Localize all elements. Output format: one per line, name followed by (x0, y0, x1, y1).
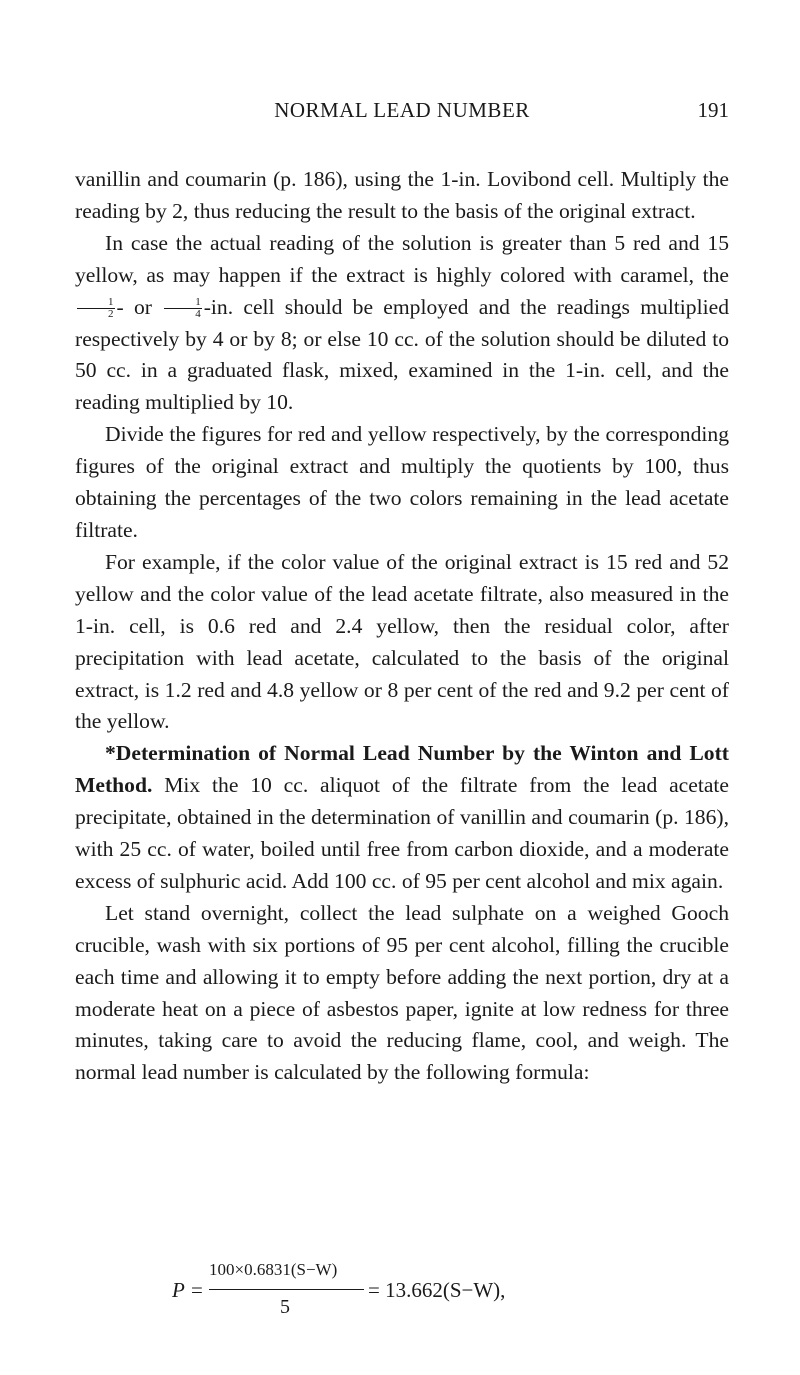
body-text (75, 164, 729, 1089)
formula-numerator: 100×0.6831(S−W) (209, 1260, 338, 1279)
fraction-one-quarter: $\frac{1}{4}$ (164, 297, 202, 320)
paragraph-2-part-c: -in. cell should be employed and the readings multiplied respectively by 4 or by 8; or else 10 cc. of the solution should be diluted to 50 cc. in a graduated flask, mixed, examined in the 1-in. cell, and the reading multiplied by 10. (75, 294, 729, 415)
formula-fraction-bar (209, 1289, 364, 1290)
paragraph-2-part-b: - or (116, 294, 163, 319)
paragraph-5 (75, 738, 729, 898)
section-heading: *Determination of Normal Lead Number by the Winton and Lott Method. (75, 741, 729, 798)
paragraph-2 (75, 228, 729, 419)
paragraph-2-part-a: In case the actual reading of the solution is greater than 5 red and 15 yellow, as may happen if the extract is highly colored with caramel, the (75, 230, 729, 287)
page-number: 191 (697, 98, 729, 122)
paragraph-3: Divide the figures for red and yellow respectively, by the corresponding figures of the original extract and multiply the quotients by 100, thus obtaining the percentages of the two colors remaining in the lead acetate filtrate. (75, 422, 729, 542)
formula-lhs: P (172, 1278, 185, 1302)
formula-rhs: = 13.662(S−W), (368, 1278, 506, 1302)
paragraph-6: Let stand overnight, collect the lead sulphate on a weighed Gooch crucible, wash with six portions of 95 per cent alcohol, filling the crucible each time and allowing it to empty before adding the next portion, dry at a moderate heat on a piece of asbestos paper, ignite at low redness for three minutes, taking care to avoid the reducing flame, cool, and weigh. The normal lead number is calculated by the following formula: (75, 900, 729, 1085)
paragraph-4: For example, if the color value of the original extract is 15 red and 52 yellow and the color value of the lead acetate filtrate, also measured in the 1-in. cell, is 0.6 red and 2.4 yellow, then the residual color, after precipitation with lead acetate, calculated to the basis of the original extract, is 1.2 red and 4.8 yellow or 8 per cent of the red and 9.2 per cent of the yellow. (75, 549, 729, 734)
lead-number-formula (172, 1256, 692, 1336)
running-title: NORMAL LEAD NUMBER (274, 98, 530, 122)
formula-equals: = (191, 1278, 203, 1302)
fraction-one-half: $\frac{1}{2}$ (77, 297, 115, 320)
formula-denominator: 5 (280, 1296, 290, 1318)
paragraph-1: vanillin and coumarin (p. 186), using the 1-in. Lovibond cell. Multiply the reading by 2, thus reducing the result to the basis of the original extract. (75, 167, 729, 223)
page-header (75, 98, 729, 128)
paragraph-5-body: Mix the 10 cc. aliquot of the filtrate from the lead acetate precipitate, obtained in the determination of vanillin and coumarin (p. 186), with 25 cc. of water, boiled until free from carbon dioxide, and a moderate excess of sulphuric acid. Add 100 cc. of 95 per cent alcohol and mix again. (75, 773, 729, 893)
